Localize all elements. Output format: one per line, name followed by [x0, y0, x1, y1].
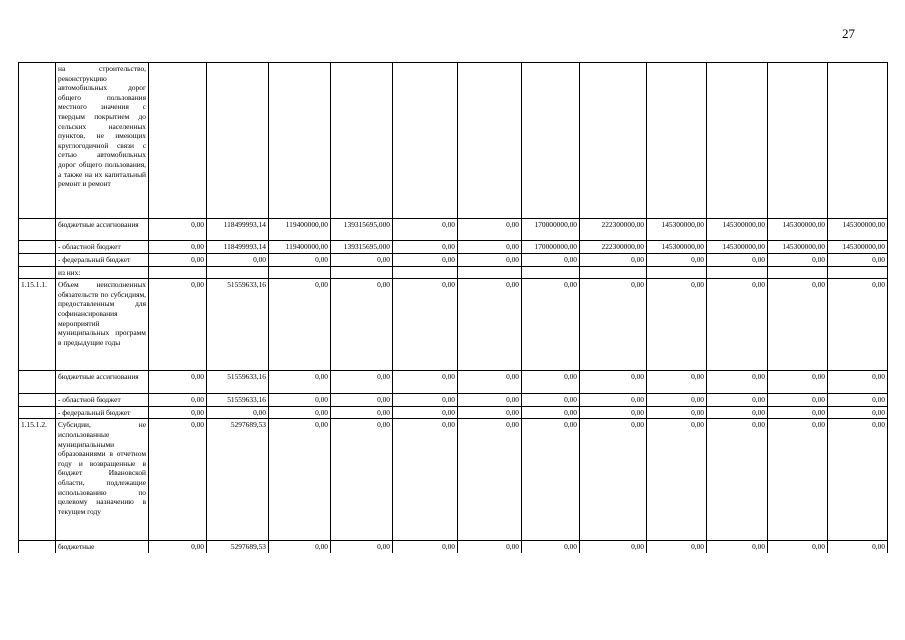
- value-cell: 0,00: [149, 219, 207, 241]
- value-cell: 0,00: [331, 254, 393, 267]
- value-cell: 0,00: [207, 254, 269, 267]
- row-description: - федеральный бюджет: [56, 254, 149, 267]
- value-cell: [269, 266, 331, 279]
- value-cell: [331, 63, 393, 219]
- value-cell: 0,00: [458, 406, 522, 419]
- value-cell: 0,00: [149, 541, 207, 553]
- value-cell: 119400000,00: [269, 219, 331, 241]
- value-cell: 118499993,14: [207, 219, 269, 241]
- value-cell: 0,00: [393, 406, 458, 419]
- value-cell: 0,00: [149, 254, 207, 267]
- value-cell: [149, 63, 207, 219]
- value-cell: 145300000,00: [707, 219, 768, 241]
- value-cell: 0,00: [331, 279, 393, 371]
- value-cell: 0,00: [269, 419, 331, 541]
- value-cell: 0,00: [768, 371, 828, 394]
- value-cell: 0,00: [149, 371, 207, 394]
- row-code: [19, 266, 56, 279]
- value-cell: 0,00: [269, 394, 331, 407]
- table-row: [19, 241, 888, 254]
- row-code: [19, 541, 56, 553]
- value-cell: 0,00: [149, 394, 207, 407]
- value-cell: 0,00: [458, 394, 522, 407]
- value-cell: 0,00: [768, 419, 828, 541]
- value-cell: [393, 63, 458, 219]
- value-cell: 0,00: [149, 241, 207, 254]
- value-cell: 118499993,14: [207, 241, 269, 254]
- value-cell: 0,00: [522, 254, 580, 267]
- value-cell: 5297689,53: [207, 541, 269, 553]
- value-cell: 0,00: [828, 371, 888, 394]
- value-cell: [269, 63, 331, 219]
- value-cell: 145300000,00: [828, 219, 888, 241]
- value-cell: [707, 266, 768, 279]
- value-cell: 0,00: [768, 394, 828, 407]
- value-cell: 0,00: [828, 394, 888, 407]
- value-cell: 145300000,00: [647, 241, 707, 254]
- value-cell: 0,00: [458, 541, 522, 553]
- value-cell: 0,00: [393, 541, 458, 553]
- value-cell: 145300000,00: [768, 241, 828, 254]
- table-row: [19, 371, 888, 394]
- row-code: [19, 254, 56, 267]
- value-cell: 0,00: [828, 254, 888, 267]
- value-cell: 0,00: [828, 279, 888, 371]
- value-cell: 0,00: [522, 541, 580, 553]
- value-cell: 0,00: [828, 406, 888, 419]
- value-cell: 0,00: [580, 394, 647, 407]
- page-number: 27: [842, 26, 855, 41]
- value-cell: 0,00: [207, 406, 269, 419]
- value-cell: 0,00: [580, 254, 647, 267]
- value-cell: 0,00: [331, 406, 393, 419]
- value-cell: 222300000,00: [580, 241, 647, 254]
- value-cell: 0,00: [269, 279, 331, 371]
- row-code: [19, 219, 56, 241]
- row-description: из них:: [56, 266, 149, 279]
- row-code: 1.15.1.1.: [19, 279, 56, 371]
- value-cell: 0,00: [707, 371, 768, 394]
- value-cell: 139315695,000: [331, 241, 393, 254]
- value-cell: 0,00: [768, 254, 828, 267]
- value-cell: 222300000,00: [580, 219, 647, 241]
- value-cell: 0,00: [580, 406, 647, 419]
- value-cell: [768, 63, 828, 219]
- value-cell: 0,00: [269, 406, 331, 419]
- row-description: - областной бюджет: [56, 241, 149, 254]
- value-cell: 0,00: [269, 541, 331, 553]
- value-cell: 0,00: [393, 394, 458, 407]
- row-description: бюджетные ассигнования: [56, 371, 149, 394]
- value-cell: 145300000,00: [768, 219, 828, 241]
- value-cell: 0,00: [647, 254, 707, 267]
- value-cell: 0,00: [393, 219, 458, 241]
- value-cell: [207, 266, 269, 279]
- row-code: [19, 241, 56, 254]
- table-row: [19, 541, 888, 553]
- value-cell: 0,00: [707, 254, 768, 267]
- value-cell: 0,00: [522, 279, 580, 371]
- value-cell: 0,00: [707, 279, 768, 371]
- value-cell: [580, 266, 647, 279]
- value-cell: 0,00: [393, 241, 458, 254]
- value-cell: 0,00: [458, 219, 522, 241]
- value-cell: 0,00: [393, 254, 458, 267]
- value-cell: 0,00: [647, 419, 707, 541]
- row-description: - федеральный бюджет: [56, 406, 149, 419]
- value-cell: 119400000,00: [269, 241, 331, 254]
- value-cell: 0,00: [458, 419, 522, 541]
- value-cell: 0,00: [647, 406, 707, 419]
- value-cell: 0,00: [522, 394, 580, 407]
- value-cell: 0,00: [828, 541, 888, 553]
- value-cell: 0,00: [331, 419, 393, 541]
- value-cell: 0,00: [393, 279, 458, 371]
- value-cell: 0,00: [331, 541, 393, 553]
- table-row: [19, 266, 888, 279]
- value-cell: 0,00: [707, 541, 768, 553]
- value-cell: 5297689,53: [207, 419, 269, 541]
- row-description: - областной бюджет: [56, 394, 149, 407]
- value-cell: 0,00: [580, 371, 647, 394]
- value-cell: 0,00: [768, 406, 828, 419]
- value-cell: 170000000,00: [522, 219, 580, 241]
- value-cell: 0,00: [522, 406, 580, 419]
- value-cell: 0,00: [580, 419, 647, 541]
- value-cell: 170000000,00: [522, 241, 580, 254]
- row-description: на строительство, реконструкцию автомобильных дорог общего пользования местного значения с твердым покрытием до сельских населенных пунктов, не имеющих круглогодичной связи с сетью автомобильных дорог общего пользования, а также на их капитальный ремонт и ремонт: [56, 63, 149, 219]
- value-cell: 51559633,16: [207, 394, 269, 407]
- row-code: [19, 406, 56, 419]
- row-code: [19, 63, 56, 219]
- value-cell: [393, 266, 458, 279]
- value-cell: 0,00: [393, 419, 458, 541]
- value-cell: 0,00: [393, 371, 458, 394]
- value-cell: [768, 266, 828, 279]
- value-cell: 0,00: [149, 406, 207, 419]
- value-cell: 0,00: [458, 279, 522, 371]
- value-cell: [331, 266, 393, 279]
- value-cell: 145300000,00: [647, 219, 707, 241]
- value-cell: 0,00: [828, 419, 888, 541]
- value-cell: [828, 63, 888, 219]
- value-cell: 145300000,00: [828, 241, 888, 254]
- value-cell: [522, 266, 580, 279]
- value-cell: [458, 63, 522, 219]
- value-cell: 0,00: [580, 541, 647, 553]
- table-row: [19, 279, 888, 371]
- value-cell: [522, 63, 580, 219]
- value-cell: 0,00: [647, 371, 707, 394]
- value-cell: 0,00: [707, 406, 768, 419]
- table-row: [19, 219, 888, 241]
- value-cell: 0,00: [580, 279, 647, 371]
- row-description: бюджетные ассигнования: [56, 219, 149, 241]
- budget-table: [18, 62, 888, 553]
- table-row: [19, 254, 888, 267]
- value-cell: 0,00: [768, 541, 828, 553]
- value-cell: [580, 63, 647, 219]
- value-cell: 0,00: [707, 419, 768, 541]
- value-cell: 0,00: [458, 241, 522, 254]
- table-row: [19, 419, 888, 541]
- value-cell: 0,00: [331, 394, 393, 407]
- value-cell: 0,00: [149, 279, 207, 371]
- value-cell: 0,00: [269, 371, 331, 394]
- row-code: 1.15.1.2.: [19, 419, 56, 541]
- row-code: [19, 394, 56, 407]
- value-cell: 0,00: [768, 279, 828, 371]
- value-cell: 145300000,00: [707, 241, 768, 254]
- row-description: Объем неисполненных обязательств по субсидиям, предоставленным для софинансирования мероприятий муниципальных программ в предыдущие годы: [56, 279, 149, 371]
- value-cell: [207, 63, 269, 219]
- value-cell: 0,00: [647, 394, 707, 407]
- value-cell: 0,00: [458, 371, 522, 394]
- value-cell: [458, 266, 522, 279]
- table-row: [19, 394, 888, 407]
- row-code: [19, 371, 56, 394]
- value-cell: 51559633,16: [207, 371, 269, 394]
- value-cell: 0,00: [647, 279, 707, 371]
- table-row: [19, 63, 888, 219]
- value-cell: [149, 266, 207, 279]
- value-cell: 0,00: [269, 254, 331, 267]
- value-cell: 139315695,000: [331, 219, 393, 241]
- row-description: Субсидии, не использованные муниципальными образованиями в отчетном году и возвращенные в бюджет Ивановской области, подлежащие использованию по целевому назначению в текущем году: [56, 419, 149, 541]
- value-cell: [828, 266, 888, 279]
- table-row: [19, 406, 888, 419]
- value-cell: 0,00: [331, 371, 393, 394]
- row-description: бюджетные: [56, 541, 149, 553]
- value-cell: 0,00: [522, 419, 580, 541]
- value-cell: [647, 63, 707, 219]
- value-cell: 0,00: [647, 541, 707, 553]
- value-cell: 0,00: [458, 254, 522, 267]
- value-cell: 0,00: [149, 419, 207, 541]
- value-cell: [707, 63, 768, 219]
- value-cell: 51559633,16: [207, 279, 269, 371]
- value-cell: 0,00: [707, 394, 768, 407]
- value-cell: 0,00: [522, 371, 580, 394]
- value-cell: [647, 266, 707, 279]
